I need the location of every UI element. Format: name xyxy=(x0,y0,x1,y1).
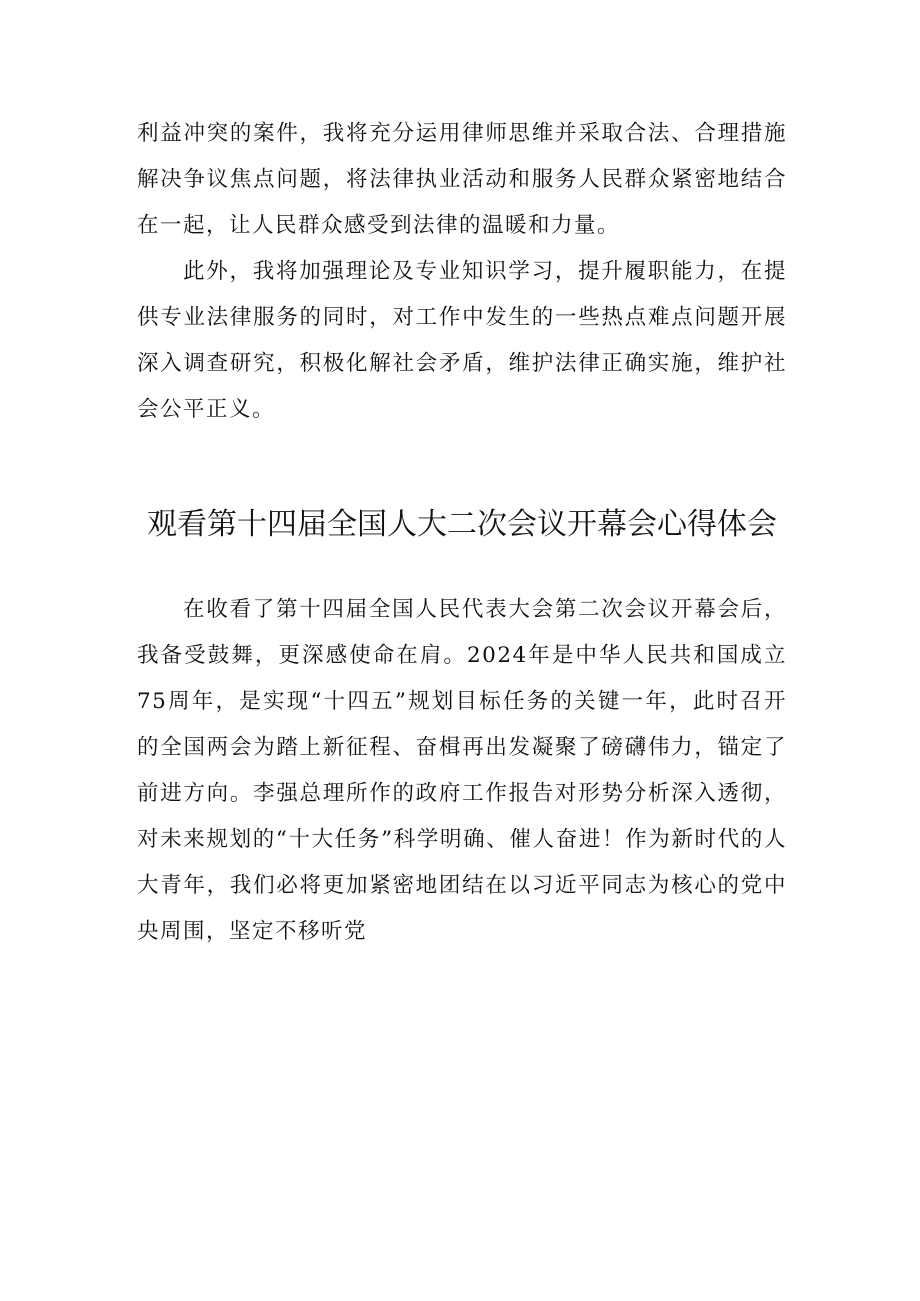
section-heading: 观看第十四届全国人大二次会议开幕会心得体会 xyxy=(147,507,777,542)
document-body xyxy=(137,111,787,955)
paragraph-opening-reflection: 在收看了第十四届全国人民代表大会第二次会议开幕会后，我备受鼓舞，更深感使命在肩。2024年是中华人民共和国成立75周年，是实现“十四五”规划目标任务的关键一年，此时召开的全国两会为踏上新征程、奋楫再出发凝聚了磅礴伟力，锚定了前进方向。李强总理所作的政府工作报告对形势分析深入透彻，对未来规划的“十大任务”科学明确、催人奋进！作为新时代的人大青年，我们必将更加紧密地团结在以习近平同志为核心的党中央周围，坚定不移听党 xyxy=(137,597,787,944)
paragraph-continuation: 利益冲突的案件，我将充分运用律师思维并采取合法、合理措施解决争议焦点问题，将法律执业活动和服务人民群众紧密地结合在一起，让人民群众感受到法律的温暖和力量。 xyxy=(137,121,787,238)
paragraph-further-commitment: 此外，我将加强理论及专业知识学习，提升履职能力，在提供专业法律服务的同时，对工作中发生的一些热点难点问题开展深入调查研究，积极化解社会矛盾，维护法律正确实施，维护社会公平正义。 xyxy=(137,259,787,422)
